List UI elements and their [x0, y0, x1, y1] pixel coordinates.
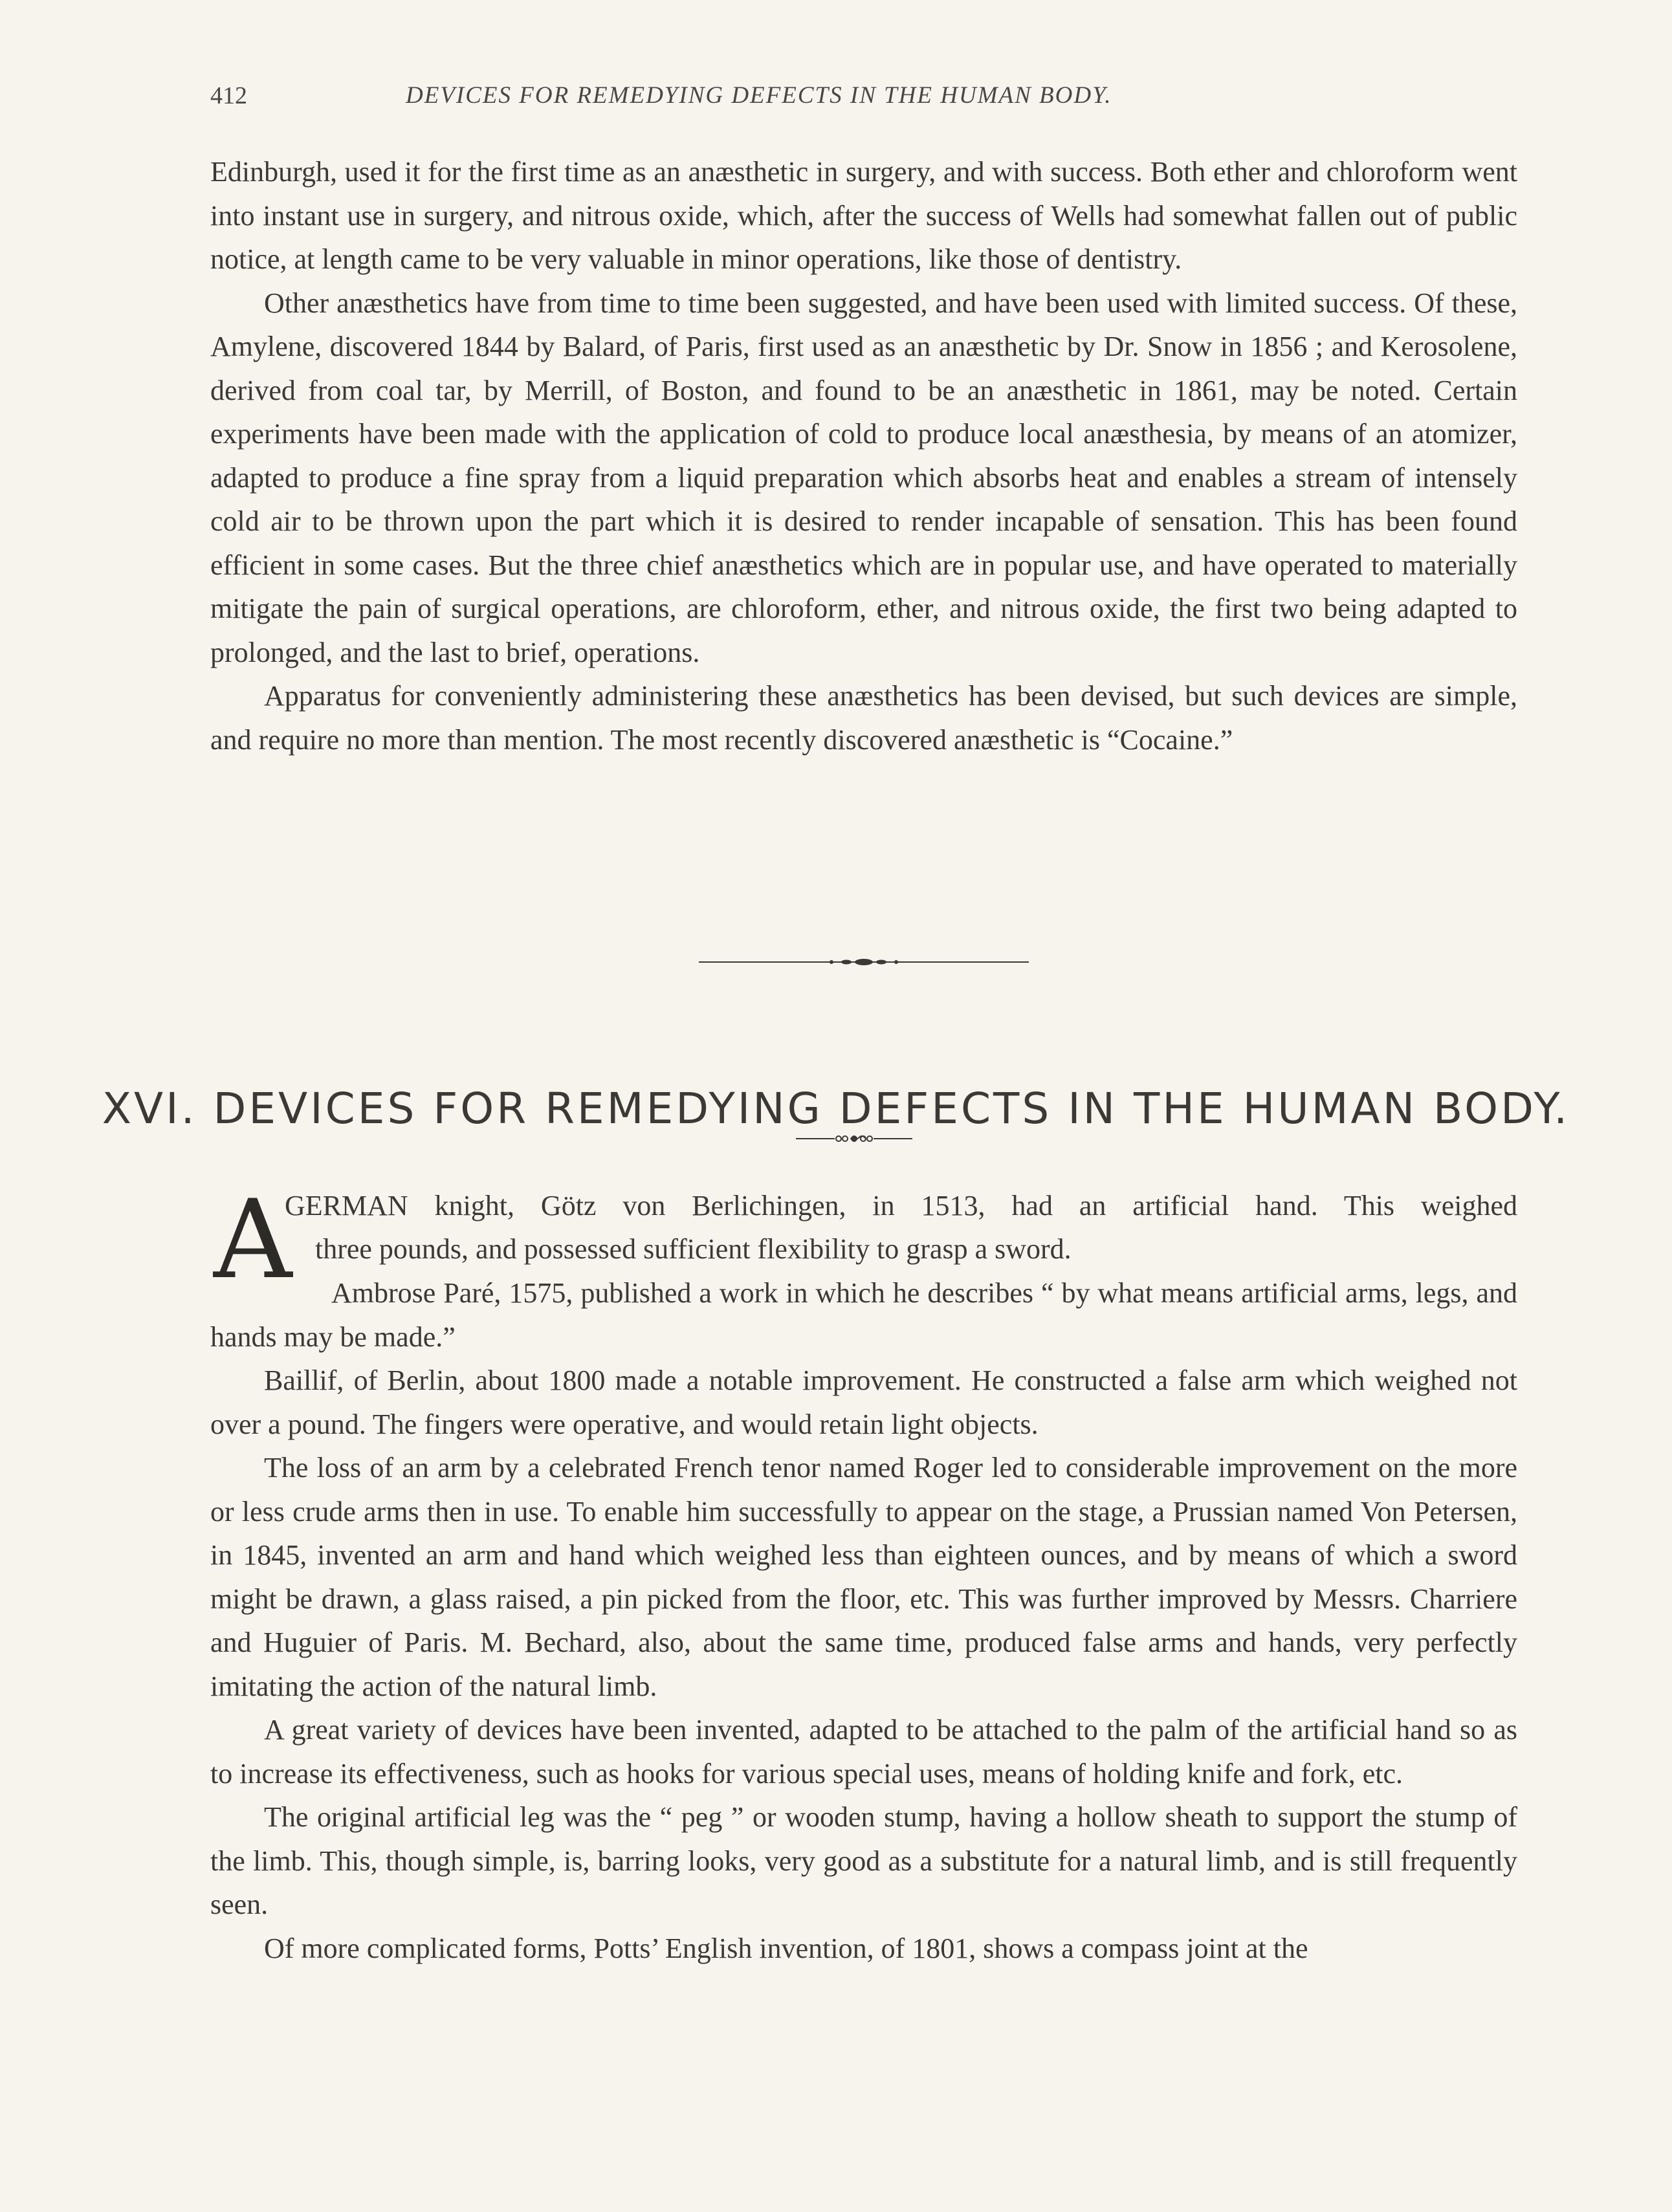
paragraph-edinburgh: Edinburgh, used it for the first time as an anæsthetic in surgery, and with success. Both ether and chloroform went into instant use in surgery, and nitrous oxide, which, after the success of Wells had somewhat fallen out of public notice, at length came to be very valuable in minor operations, like those of dentistry.	[210, 156, 1517, 275]
paragraph-potts: Of more complicated forms, Potts’ English invention, of 1801, shows a compass joint at the	[264, 1932, 1308, 1964]
heading-ornament	[796, 1126, 912, 1152]
page-header	[210, 82, 1336, 120]
paragraph-roger: The loss of an arm by a celebrated French tenor named Roger led to considerable improvement on the more or less crude arms then in use. To enable him successfully to appear on the stage, a Prussian named Von Petersen, in 1845, invented an arm and hand which weighed less than eighteen ounces, and by means of which a sword might be drawn, a glass raised, a pin picked from the floor, etc. This was further improved by Messrs. Charriere and Huguier of Paris. M. Bechard, also, about the same time, produced false arms and hands, very perfectly imitating the action of the natural limb.	[210, 1452, 1517, 1702]
paragraph-pare: Ambrose Paré, 1575, published a work in which he describes “ by what means artificial arms, legs, and hands may be made.”	[210, 1277, 1517, 1353]
section-heading: XVI. DEVICES FOR REMEDYING DEFECTS IN THE HUMAN BODY.	[102, 1083, 1570, 1133]
paragraph-devices: A great variety of devices have been invented, adapted to be attached to the palm of the artificial hand so as to increase its effectiveness, such as hooks for various special uses, means of holding knife and fork, etc.	[210, 1714, 1517, 1790]
section-text-block	[210, 1271, 1517, 1970]
paragraph-baillif: Baillif, of Berlin, about 1800 made a notable improvement. He constructed a false arm which weighed not over a pound. The fingers were operative, and would retain light objects.	[210, 1364, 1517, 1440]
intro-line-first: GERMAN knight, Götz von Berlichingen, in 1513, had an artificial hand. This weighed	[285, 1190, 1517, 1221]
drop-cap: A	[214, 1176, 292, 1303]
intro-line-second: three pounds, and possessed sufficient flexibility to grasp a sword.	[315, 1233, 1072, 1265]
page-number: 412	[210, 82, 247, 109]
paragraph-peg-leg: The original artificial leg was the “ peg ” or wooden stump, having a hollow sheath to support the stump of the limb. This, though simple, is, barring looks, very good as a substitute for a natural limb, and is still frequently seen.	[210, 1801, 1517, 1920]
top-text-block	[210, 150, 1517, 761]
section-separator-rule	[699, 952, 1029, 972]
running-title: DEVICES FOR REMEDYING DEFECTS IN THE HUMAN BODY.	[406, 82, 1112, 109]
paragraph-apparatus: Apparatus for conveniently administering these anæsthetics has been devised, but such devices are simple, and require no more than mention. The most recently discovered anæsthetic is “Cocaine.”	[210, 680, 1517, 756]
paragraph-other-anaesthetics: Other anæsthetics have from time to time been suggested, and have been used with limited success. Of these, Amylene, discovered 1844 by Balard, of Paris, first used as an anæsthetic by Dr. Snow in 1856 ; and Kerosolene, derived from coal tar, by Merrill, of Boston, and found to be an anæsthetic in 1861, may be noted. Certain experiments have been made with the application of cold to produce local anæsthesia, by means of an atomizer, adapted to produce a fine spray from a liquid preparation which absorbs heat and enables a stream of intensely cold air to be thrown upon the part which it is desired to render incapable of sensation. This has been found efficient in some cases. But the three chief anæsthetics which are in popular use, and have operated to materially mitigate the pain of surgical operations, are chloroform, ether, and nitrous oxide, the first two being adapted to prolonged, and the last to brief, operations.	[210, 287, 1517, 668]
